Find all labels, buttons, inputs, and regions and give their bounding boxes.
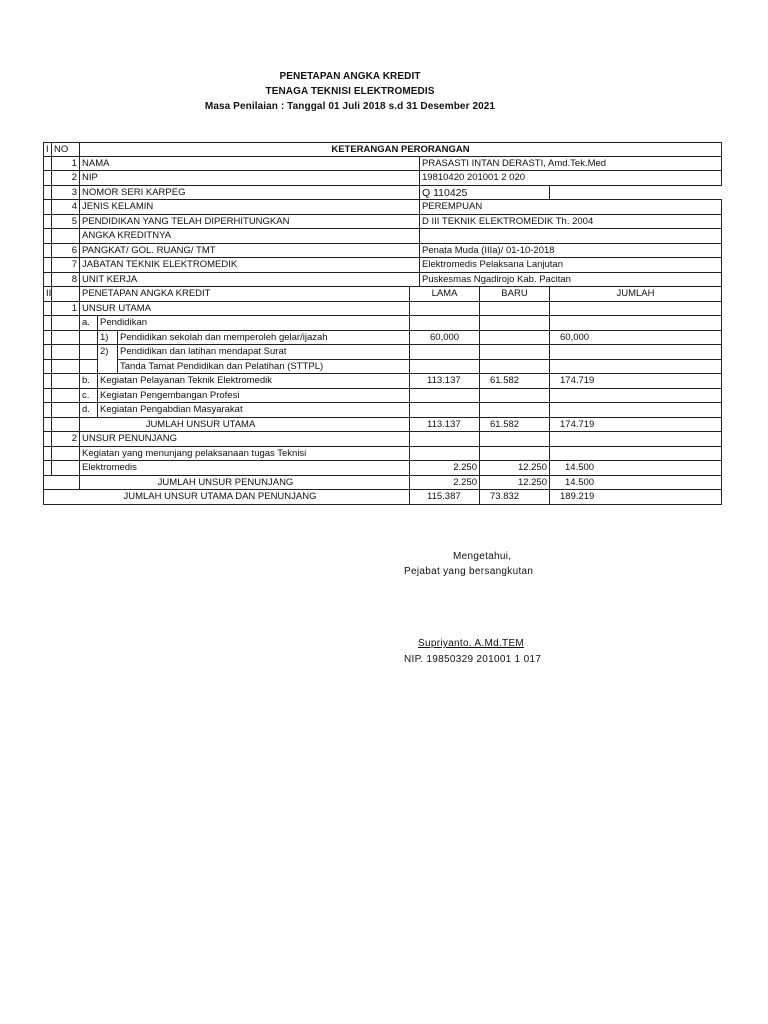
item-label: Kegiatan Pengabdian Masyarakat	[98, 403, 410, 418]
value-jumlah: 14.500	[550, 461, 722, 476]
document-title: PENETAPAN ANGKA KREDIT	[279, 71, 421, 82]
category-label: UNSUR PENUNJANG	[80, 432, 410, 447]
subtotal-label: JUMLAH UNSUR UTAMA	[80, 418, 410, 433]
field-value	[420, 229, 722, 244]
table-row	[43, 244, 722, 259]
value-lama: 2.250	[410, 476, 480, 491]
sub-item-number: 1)	[98, 331, 118, 346]
value-jumlah: 60,000	[550, 331, 722, 346]
field-value: PRASASTI INTAN DERASTI, Amd.Tek.Med	[420, 157, 722, 172]
section-title: PENETAPAN ANGKA KREDIT	[80, 287, 410, 302]
field-label: UNIT KERJA	[80, 273, 420, 288]
item-letter: c.	[80, 389, 98, 404]
field-value: Elektromedis Pelaksana Lanjutan	[420, 258, 722, 273]
field-label: JABATAN TEKNIK ELEKTROMEDIK	[80, 258, 420, 273]
table-row	[43, 476, 722, 491]
value-lama: 2.250	[410, 461, 480, 476]
field-value: D III TEKNIK ELEKTROMEDIK Th. 2004	[420, 215, 722, 230]
row-number: 2	[52, 432, 80, 447]
sub-item-label-continued: Tanda Tamat Pendidikan dan Pelatihan (STTPL)	[118, 360, 410, 375]
sub-item-label: Pendidikan dan latihan mendapat Surat	[118, 345, 410, 360]
table-row	[43, 461, 722, 476]
table-row	[43, 403, 722, 418]
value-jumlah: 174.719	[550, 418, 722, 433]
signatory-name: Supriyanto. A.Md.TEM	[418, 638, 525, 649]
table-row	[43, 447, 722, 462]
col-lama-header: LAMA	[410, 287, 480, 302]
item-letter: a.	[80, 316, 98, 331]
category-label: UNSUR UTAMA	[80, 302, 410, 317]
field-label: NIP	[80, 171, 420, 186]
table-row	[43, 186, 722, 201]
value-jumlah: 189.219	[550, 490, 722, 505]
field-label: NOMOR SERI KARPEG	[80, 186, 420, 201]
table-row	[43, 432, 722, 447]
item-label: Kegiatan Pengembangan Profesi	[98, 389, 410, 404]
value-jumlah: 174.719	[550, 374, 722, 389]
acknowledgement-text: Mengetahui,	[453, 551, 512, 562]
section-roman: I	[43, 142, 52, 157]
subtotal-label: JUMLAH UNSUR PENUNJANG	[80, 476, 410, 491]
item-letter: b.	[80, 374, 98, 389]
row-number	[52, 229, 80, 244]
value-lama: 113.137	[410, 418, 480, 433]
col-jumlah-header: JUMLAH	[550, 287, 722, 302]
table-row	[43, 331, 722, 346]
no-header: NO	[52, 142, 80, 157]
table-row	[43, 273, 722, 288]
value-lama: 113.137	[410, 374, 480, 389]
field-label: NAMA	[80, 157, 420, 172]
sub-item-label: Pendidikan sekolah dan memperoleh gelar/ijazah	[118, 331, 410, 346]
field-value: Penata Muda (IIIa)/ 01-10-2018	[420, 244, 722, 259]
row-number: 6	[52, 244, 80, 259]
field-label: ANGKA KREDITNYA	[80, 229, 420, 244]
value-lama: 60,000	[410, 331, 480, 346]
item-letter: d.	[80, 403, 98, 418]
value-baru: 73.832	[480, 490, 550, 505]
table-row	[43, 229, 722, 244]
value-baru	[480, 331, 550, 346]
credit-table	[43, 142, 722, 505]
signatory-nip: NIP. 19850329 201001 1 017	[404, 654, 542, 665]
row-number: 1	[52, 302, 80, 317]
table-row	[43, 389, 722, 404]
signatory-role: Pejabat yang bersangkutan	[404, 566, 534, 577]
item-label: Kegiatan yang menunjang pelaksanaan tugas Teknisi	[80, 447, 410, 462]
value-baru: 61.582	[480, 418, 550, 433]
field-label: PENDIDIKAN YANG TELAH DIPERHITUNGKAN	[80, 215, 420, 230]
row-number: 4	[52, 200, 80, 215]
sub-item-number: 2)	[98, 345, 118, 360]
row-number: 3	[52, 186, 80, 201]
assessment-period: Masa Penilaian : Tanggal 01 Juli 2018 s.d 31 Desember 2021	[204, 101, 496, 112]
table-row	[43, 490, 722, 505]
row-number: 8	[52, 273, 80, 288]
row-number: 5	[52, 215, 80, 230]
row-number: 2	[52, 171, 80, 186]
section-title: KETERANGAN PERORANGAN	[80, 142, 722, 157]
field-value: PEREMPUAN	[420, 200, 722, 215]
total-label: JUMLAH UNSUR UTAMA DAN PENUNJANG	[43, 490, 410, 505]
field-label: JENIS KELAMIN	[80, 200, 420, 215]
table-row	[43, 302, 722, 317]
row-number: 7	[52, 258, 80, 273]
table-row	[43, 258, 722, 273]
section-roman: II	[43, 287, 52, 302]
field-value: 19810420 201001 2 020	[420, 171, 722, 186]
table-row	[43, 171, 722, 186]
col-baru-header: BARU	[480, 287, 550, 302]
table-row	[43, 345, 722, 360]
item-label-continued: Elektromedis	[80, 461, 410, 476]
table-row	[43, 360, 722, 375]
document-subtitle: TENAGA TEKNISI ELEKTROMEDIS	[265, 86, 435, 97]
value-baru: 61.582	[480, 374, 550, 389]
item-label: Kegiatan Pelayanan Teknik Elektromedik	[98, 374, 410, 389]
value-jumlah: 14.500	[550, 476, 722, 491]
field-label: PANGKAT/ GOL. RUANG/ TMT	[80, 244, 420, 259]
table-row	[43, 287, 722, 302]
value-lama: 115.387	[410, 490, 480, 505]
table-row	[43, 142, 722, 157]
value-baru: 12.250	[480, 461, 550, 476]
field-value: Puskesmas Ngadirojo Kab. Pacitan	[420, 273, 722, 288]
table-row	[43, 374, 722, 389]
table-row	[43, 200, 722, 215]
value-baru: 12.250	[480, 476, 550, 491]
table-row	[43, 418, 722, 433]
row-number: 1	[52, 157, 80, 172]
item-label: Pendidikan	[98, 316, 410, 331]
field-value: Q 110425	[420, 186, 550, 201]
table-row	[43, 316, 722, 331]
table-row	[43, 215, 722, 230]
table-row	[43, 157, 722, 172]
